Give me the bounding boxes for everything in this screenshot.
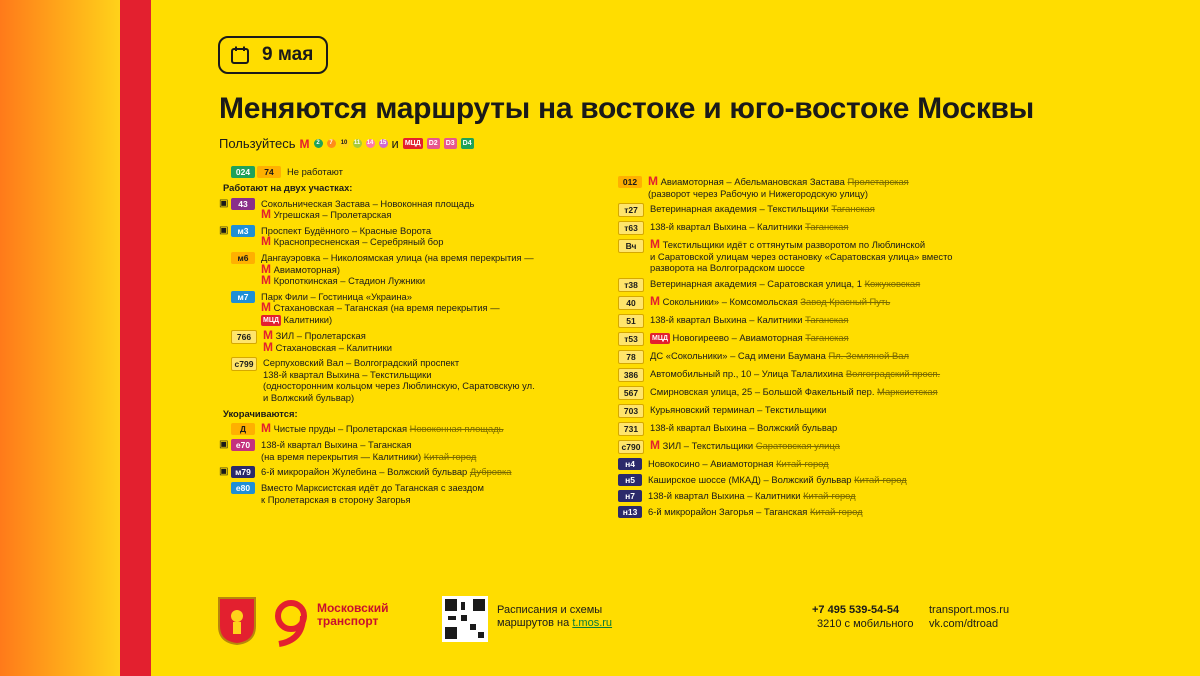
mcd-icon: МЦД [404,140,421,147]
metro-icon: М [263,339,273,354]
list-item [618,221,998,235]
list-item [618,422,998,436]
route-badge: 731 [618,422,644,436]
route-text: ЗИЛ – Пролетарская [275,329,366,341]
left-red-stripe [120,0,151,676]
metro-icon: М [261,261,271,276]
list-item [618,490,998,502]
route-badge: е70 [231,439,255,451]
calendar-icon [230,45,250,65]
phone-number[interactable]: +7 495 539-54-54 [812,604,900,616]
list-item [219,291,599,326]
subtitle-prefix: Пользуйтесь [219,136,296,151]
route-text: ДС «Сокольники» – Сад имени Баумана [650,349,826,361]
route-text: 138-й квартал Выхина – Текстильщики [263,368,432,380]
mobile-number[interactable]: 3210 с мобильного [817,618,914,630]
list-item [618,293,998,310]
brand-name: Московский транспорт [317,601,389,628]
route-text: 6-й микрорайон Загорья – Таганская [648,505,808,517]
list-item [618,314,998,328]
route-strike: Таганская [805,313,849,325]
route-badge: м79 [231,466,255,478]
route-text: Стахановская – Калитники [275,341,392,353]
route-text: к Пролетарская в сторону Загорья [261,493,411,505]
list-item [618,278,998,292]
route-strike: Пл. Земляной Вал [828,349,909,361]
route-strike: Пролетарская [847,176,909,187]
date-badge [218,36,328,74]
route-strike: Китай-город [803,489,856,501]
route-text: разворота на Волгоградском шоссе [650,262,805,274]
route-text: Текстильщики идёт с оттянутым разворотом по Люблинской [662,239,926,251]
d4-icon: D4 [462,140,472,147]
route-badge: Вч [618,239,644,253]
route-text: Ветеринарная академия – Текстильщики [650,203,829,215]
route-badge: т63 [618,221,644,235]
metro-line-7-icon: 7 [327,139,336,148]
route-text: (разворот через Рабочую и Нижегородскую улицу) [648,187,868,199]
list-item [618,404,998,418]
route-text: Дангауэровка – Николоямская улица (на время перекрытия — [261,251,534,263]
route-strike: Волгоградский просп. [845,367,941,379]
route-text: 138-й квартал Выхина – Волжский бульвар [650,421,838,433]
list-item [618,350,998,364]
route-badge: 51 [618,314,644,328]
mcd-icon: МЦД [263,316,279,324]
route-text: Смирновская улица, 25 – Большой Факельный пер. [650,385,875,397]
route-strike: Новоконная площадь [409,423,504,435]
list-item [219,252,599,287]
route-text: (односторонним кольцом через Люблинскую, Саратовскую ул. [263,380,535,392]
route-badge: м3 [231,225,255,237]
metro-line-14-icon: 14 [366,140,374,146]
d2-icon: D2 [428,140,438,147]
route-text: Угрешская – Пролетарская [273,209,392,221]
metro-icon: М [650,293,660,308]
schedule-link[interactable]: t.mos.ru [572,617,613,629]
route-text: 138-й квартал Выхина – Калитники [650,313,803,325]
route-badge: 567 [618,386,644,400]
list-item [219,466,599,478]
route-badge: м7 [231,291,255,303]
list-item [219,423,599,435]
metro-line-11-icon: 11 [353,140,361,146]
route-badge: е80 [231,482,255,494]
route-text: 138-й квартал Выхина – Калитники [650,221,803,233]
route-badge: 024 [231,166,255,178]
route-text: и Волжский бульвар) [263,391,355,403]
list-item [618,437,998,454]
tram-icon: ▣ [219,439,229,451]
list-item [219,225,599,248]
route-badge: 766 [231,330,257,344]
route-text: Чистые пруды – Пролетарская [273,423,408,435]
moscow-transport-logo-icon [269,598,313,648]
left-gradient-band [0,0,120,676]
moscow-coat-of-arms-icon [217,596,257,646]
list-item [219,482,599,505]
route-text: 6-й микрорайон Жулебина – Волжский бульвар [261,466,468,478]
route-text: Автомобильный пр., 10 – Улица Талалихина [650,367,844,379]
metro-line-10-icon: 10 [340,140,348,146]
metro-icon: М [261,234,271,249]
route-text: Кропоткинская – Стадион Лужники [273,275,426,287]
bus-icon: ▣ [219,224,229,236]
route-text: Проспект Будённого – Красные Ворота [261,224,432,236]
schedule-label: Расписания и схемы маршрутов на [497,604,603,629]
metro-icon: М [263,327,273,342]
list-item [618,203,998,217]
route-strike: Саратовская улица [755,439,840,451]
date-text: 9 мая [262,44,314,65]
route-text: Калитники) [283,313,333,325]
route-strike: Таганская [831,203,875,215]
route-badge: 74 [257,166,281,178]
route-badge: 703 [618,404,644,418]
route-badge: с790 [618,440,644,454]
list-item [219,166,599,178]
route-text: Новокосино – Авиамоторная [648,457,774,469]
section-heading: Укорачиваются: [223,407,298,419]
route-badge: н13 [618,506,642,518]
list-item [618,176,998,199]
route-badge: 40 [618,296,644,310]
route-strike: Китай-город [776,457,829,469]
list-item [219,439,599,462]
route-strike: Дубровка [469,466,512,478]
route-strike: Кожуховская [864,277,921,289]
section-heading: Работают на двух участках: [223,182,353,193]
list-item [618,474,998,486]
right-column [618,166,998,522]
route-text: Новогиреево – Авиамоторная [672,331,803,343]
route-strike: Марксистская [877,385,938,397]
list-item [219,198,599,221]
footer [217,596,1017,656]
route-badge: 386 [618,368,644,382]
page-title: Меняются маршруты на востоке и юго-востоке Москвы [219,92,1035,125]
metro-icon: М [299,136,310,151]
subtitle-and: и [391,136,399,151]
route-text: Парк Фили – Гостиница «Украина» [261,290,412,302]
route-badge: с799 [231,357,257,371]
route-badge: 43 [231,198,255,210]
route-strike: Китай-город [854,473,907,485]
metro-line-15-icon: 15 [379,140,387,146]
route-badge: 012 [618,176,642,188]
route-badge: 78 [618,350,644,364]
route-text: и Саратовской улицам через остановку «Саратовская улица» вместо [650,250,953,262]
route-text: Сокольническая Застава – Новоконная площадь [261,197,475,209]
route-strike: Завод Красный Путь [800,295,891,307]
bus-icon: ▣ [219,466,229,478]
mcd-icon: МЦД [652,334,668,342]
route-text: (на время перекрытия — Калитники) [261,450,422,462]
route-badge: н7 [618,490,642,502]
route-text: Не работают [287,166,343,177]
metro-icon: М [261,300,271,315]
route-strike: Таганская [805,331,849,343]
list-item [618,368,998,382]
route-text: 138-й квартал Выхина – Таганская [261,439,412,451]
route-strike: Китай-город [423,450,477,462]
route-text: Стахановская – Таганская (на время перекрытия — [273,302,500,314]
route-badge: Д [231,423,255,435]
list-item [618,239,998,274]
route-badge: н5 [618,474,642,486]
route-strike: Таганская [805,221,849,233]
route-badge: м6 [231,252,255,264]
route-text: Вместо Марксистская идёт до Таганская с заездом [261,482,484,494]
route-text: Курьяновский терминал – Текстильщики [650,403,827,415]
route-badge: т27 [618,203,644,217]
list-item [219,327,599,354]
metro-icon: М [650,437,660,452]
route-text: Сокольники» – Комсомольская [662,295,798,307]
route-badge: т38 [618,278,644,292]
route-text: Авиамоторная – Абельмановская Застава [660,176,845,187]
subtitle [219,136,474,151]
route-badge: т53 [618,332,644,346]
left-column [219,166,599,509]
schedule-text [497,604,612,630]
route-text: Каширское шоссе (МКАД) – Волжский бульвар [648,473,852,485]
list-item [618,386,998,400]
route-text: Авиамоторная) [273,263,340,275]
route-text: ЗИЛ – Текстильщики [662,439,754,451]
metro-line-2-icon: 2 [314,139,323,148]
site-link[interactable]: transport.mos.ru [929,604,1010,616]
list-item [618,458,998,470]
list-item [618,506,998,518]
route-text: 138-й квартал Выхина – Калитники [648,489,801,501]
vk-link[interactable]: vk.com/dtroad [929,618,999,630]
route-strike: Китай-город [809,505,863,517]
d3-icon: D3 [445,140,455,147]
route-badge: н4 [618,458,642,470]
route-text: Серпуховский Вал – Волгоградский проспект [263,357,460,369]
list-item [219,357,599,403]
metro-icon: М [650,237,660,252]
tram-icon: ▣ [219,197,229,209]
route-text: Краснопресненская – Серебряный бор [273,236,444,248]
metro-icon: М [261,273,271,288]
route-text: Ветеринарная академия – Саратовская улица, 1 [650,277,862,289]
list-item [618,332,998,346]
qr-code-icon [442,596,488,642]
metro-icon: М [648,174,658,188]
metro-icon: М [261,421,271,436]
metro-icon: М [261,207,271,222]
